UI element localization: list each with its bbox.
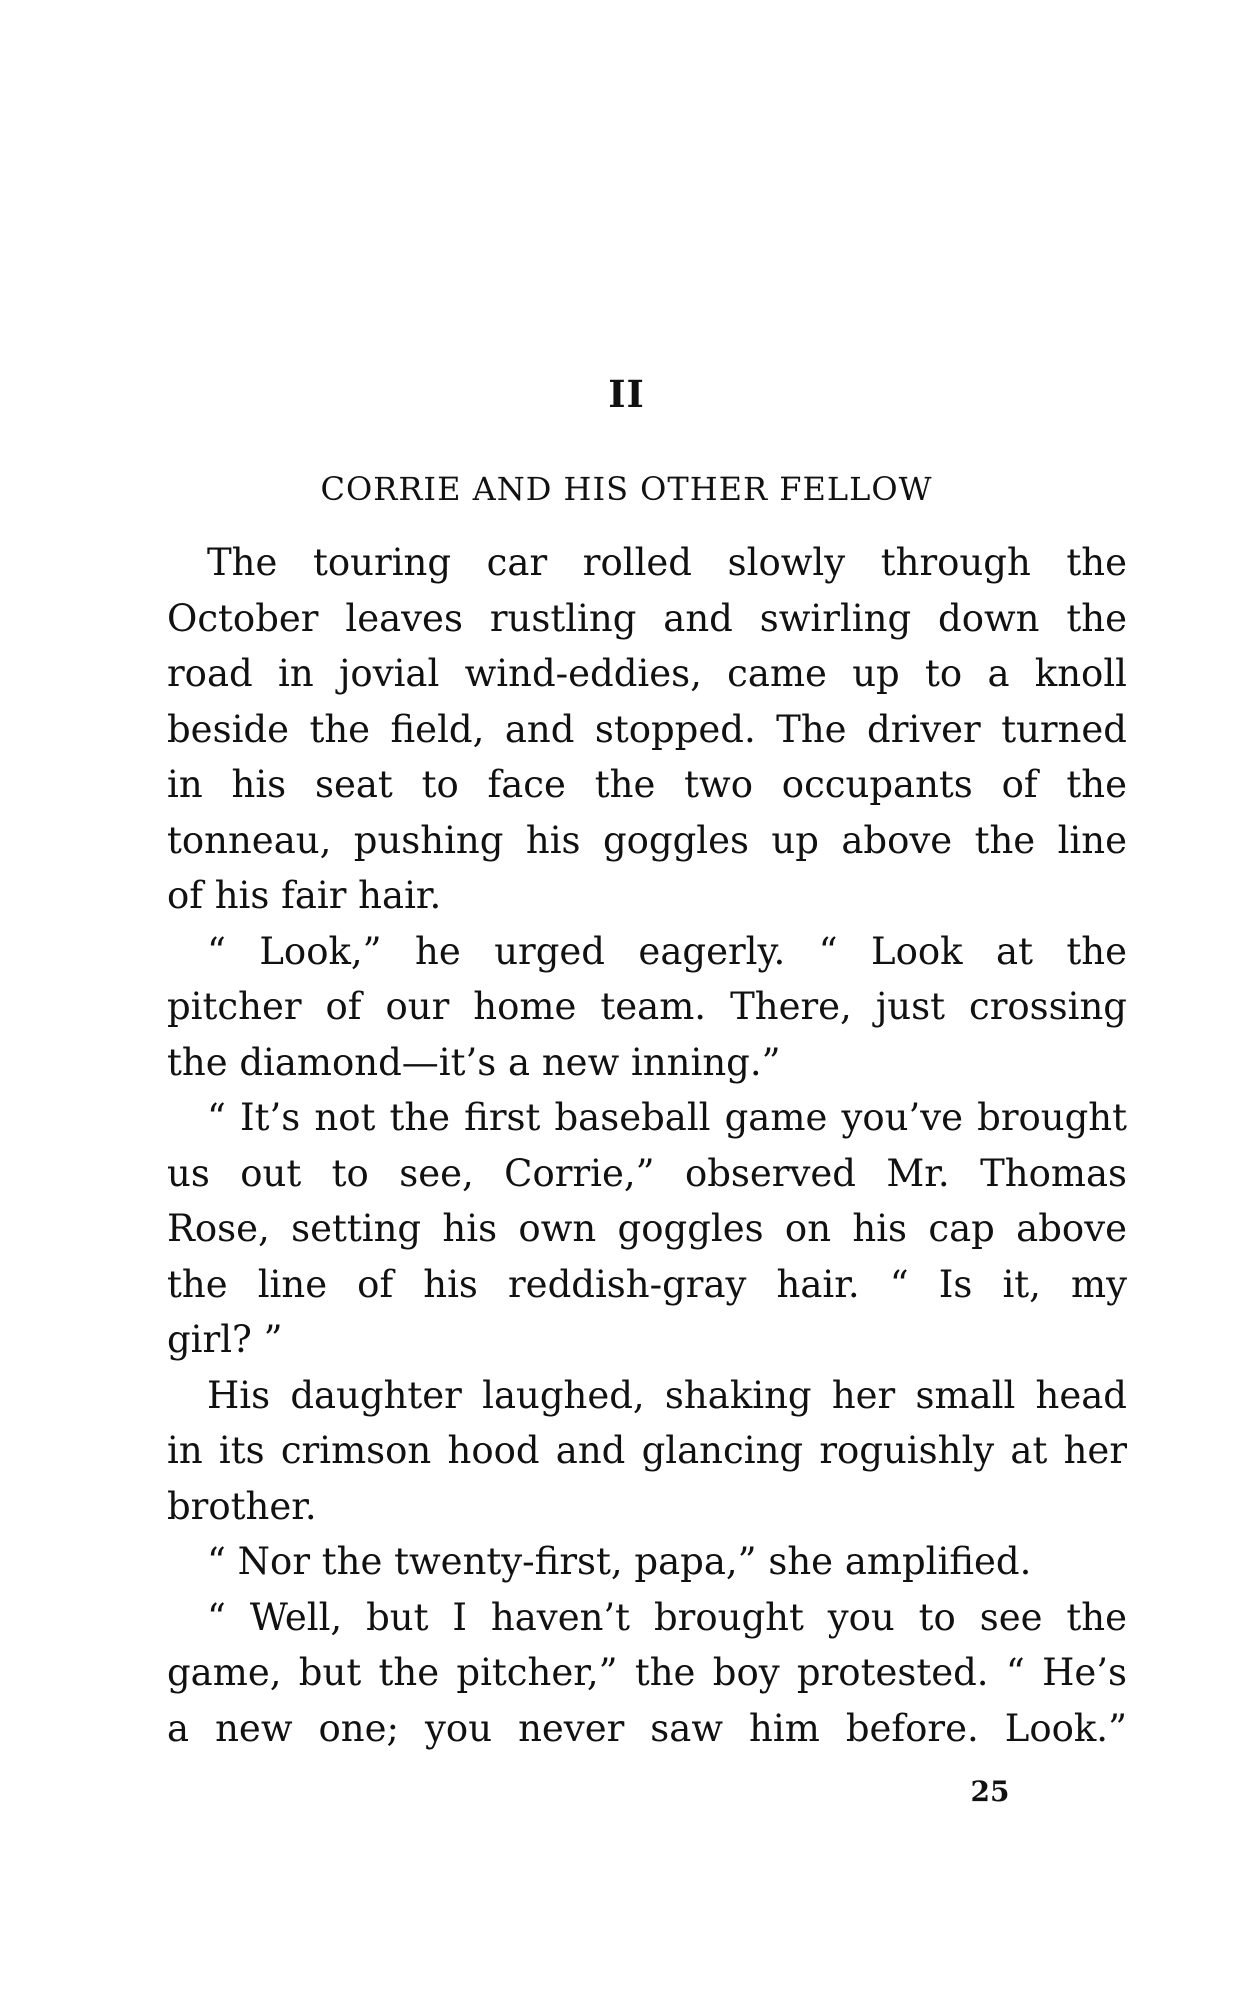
text-line: the diamond—it’s a new inning.” bbox=[167, 1040, 781, 1084]
text-line: of his fair hair. bbox=[167, 874, 442, 917]
text-line: “ It’s not the first baseball game you’ve brought bbox=[207, 1096, 1127, 1139]
chapter-title: CORRIE AND HIS OTHER FELLOW bbox=[320, 470, 933, 508]
text-line: in his seat to face the two occupants of the bbox=[167, 763, 1127, 806]
text-line: girl? ” bbox=[167, 1318, 283, 1361]
text-line: brother. bbox=[167, 1484, 317, 1528]
text-line: His daughter laughed, shaking her small head bbox=[207, 1373, 1127, 1417]
text-line: October leaves rustling and swirling down the bbox=[167, 596, 1127, 640]
chapter-number: II bbox=[608, 372, 645, 416]
text-line: The touring car rolled slowly through the bbox=[207, 541, 1127, 584]
text-line: a new one; you never saw him before. Look.” bbox=[167, 1706, 1127, 1750]
text-line: “ Look,” he urged eagerly. “ Look at the bbox=[207, 929, 1127, 973]
text-line: the line of his reddish-gray hair. “ Is it, my bbox=[167, 1262, 1127, 1306]
text-line: pitcher of our home team. There, just crossing bbox=[167, 985, 1127, 1028]
body-text bbox=[167, 535, 1127, 1756]
text-line: tonneau, pushing his goggles up above the line bbox=[167, 818, 1127, 862]
text-line: Rose, setting his own goggles on his cap above bbox=[167, 1207, 1127, 1250]
text-line: us out to see, Corrie,” observed Mr. Thomas bbox=[167, 1151, 1127, 1195]
text-line: in its crimson hood and glancing roguishly at her bbox=[167, 1429, 1127, 1472]
text-line: beside the field, and stopped. The driver turned bbox=[167, 707, 1127, 751]
page-number: 25 bbox=[970, 1775, 1010, 1808]
text-line: “ Nor the twenty-first, papa,” she amplified. bbox=[207, 1540, 1032, 1583]
text-line: road in jovial wind-eddies, came up to a knoll bbox=[167, 652, 1127, 695]
text-line: “ Well, but I haven’t brought you to see the bbox=[207, 1595, 1127, 1639]
text-line: game, but the pitcher,” the boy protested. “ He’s bbox=[167, 1651, 1127, 1694]
